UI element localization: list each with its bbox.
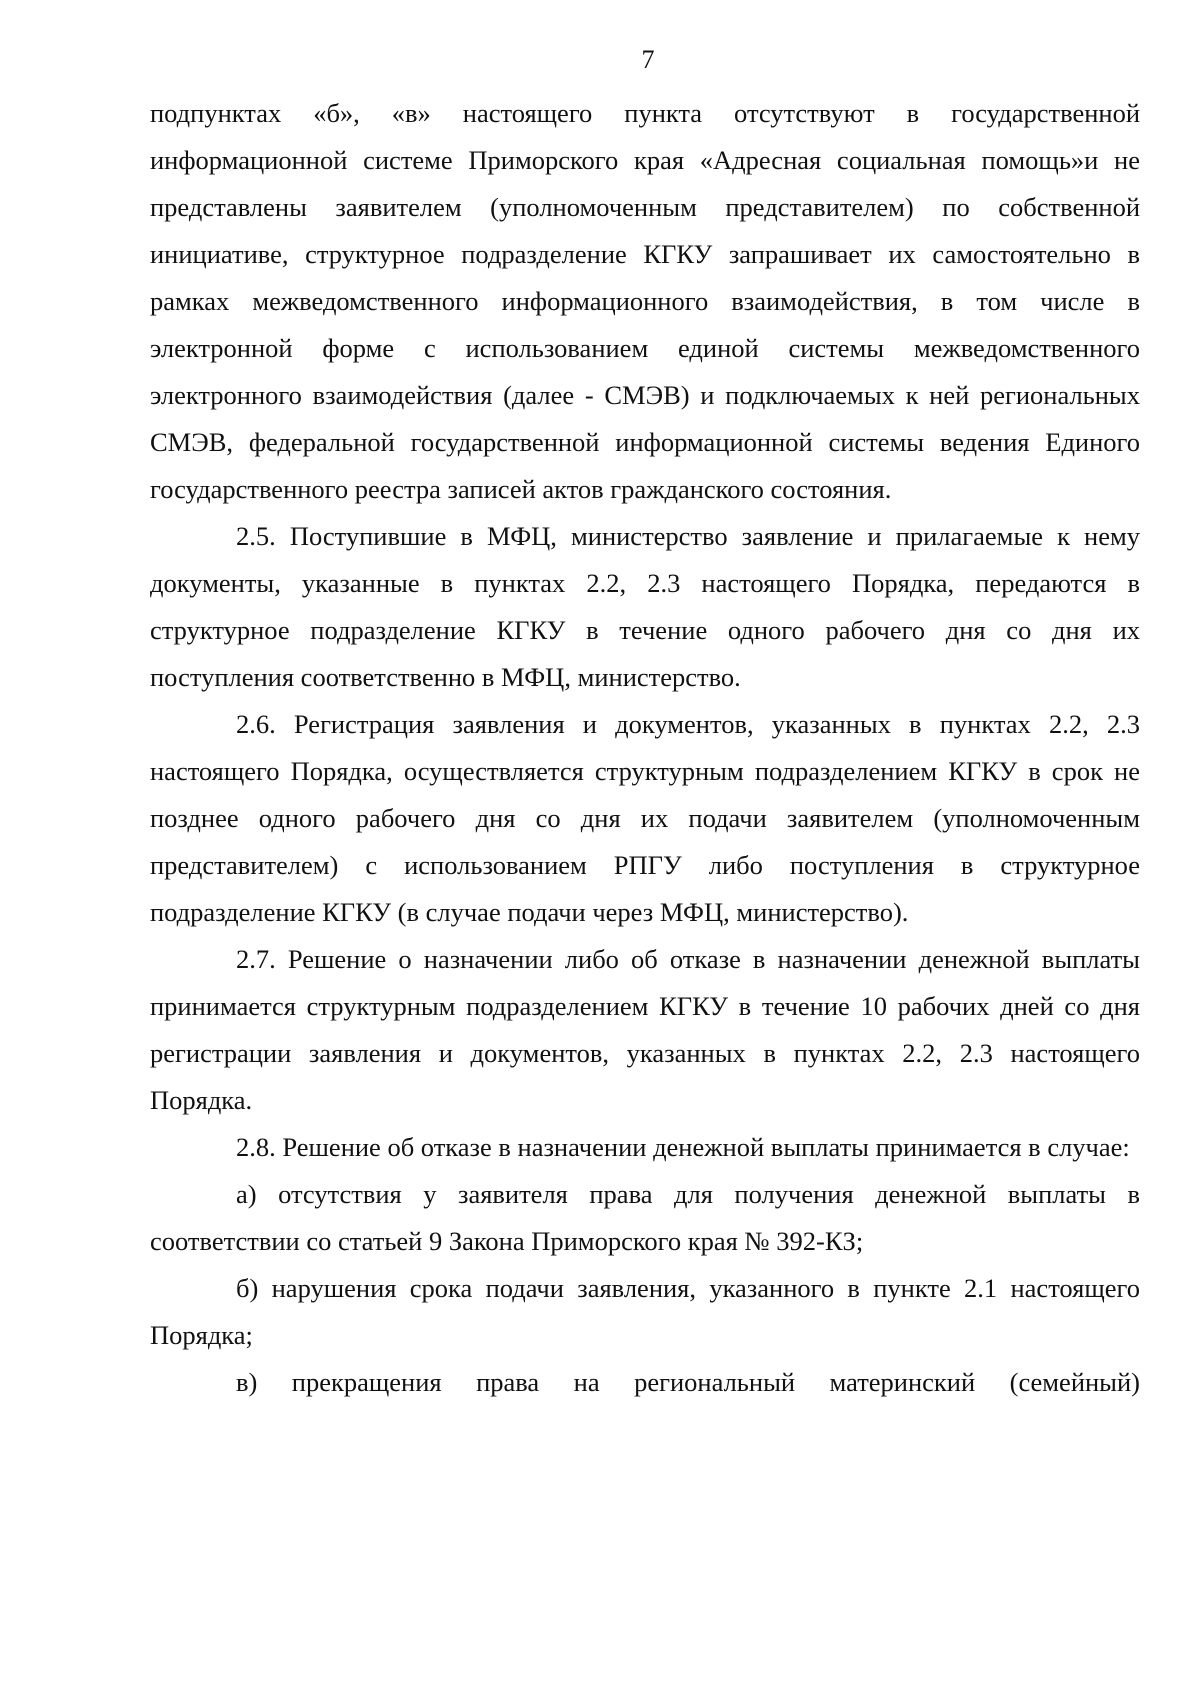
- paragraph-2-7: 2.7. Решение о назначении либо об отказе в назначении денежной выплаты принимается структурным подразделением КГКУ в течение 10 рабочих дней со дня регистрации заявления и документов, указанных в пунктах 2.2, 2.3 настоящего Порядка.: [150, 944, 1140, 1115]
- document-page: [150, 40, 1140, 1406]
- page-number: 7: [641, 45, 655, 74]
- document-body: [150, 90, 1140, 1406]
- paragraph-2-8-v: в) прекращения права на региональный материнский (семейный): [236, 1367, 1140, 1397]
- paragraph-2-8: 2.8. Решение об отказе в назначении денежной выплаты принимается в случае:: [236, 1132, 1130, 1162]
- paragraph-2-6: 2.6. Регистрация заявления и документов, указанных в пунктах 2.2, 2.3 настоящего Порядка, осуществляется структурным подразделением КГКУ в срок не позднее одного рабочего дня со дня их подачи заявителем (уполномоченным представителем) с использованием РПГУ либо поступления в структурное подразделение КГКУ (в случае подачи через МФЦ, министерство).: [150, 709, 1140, 927]
- paragraph-2-8-b: б) нарушения срока подачи заявления, указанного в пункте 2.1 настоящего Порядка;: [150, 1273, 1140, 1350]
- paragraph-continuation: подпунктах «б», «в» настоящего пункта отсутствуют в государственной информационной системе Приморского края «Адресная социальная помощь»и не представлены заявителем (уполномоченным представителем) по собственной инициативе, структурное подразделение КГКУ запрашивает их самостоятельно в рамках межведомственного информационного взаимодействия, в том числе в электронной форме с использованием единой системы межведомственного электронного взаимодействия (далее - СМЭВ) и подключаемых к ней региональных СМЭВ, федеральной государственной информационной системы ведения Единого государственного реестра записей актов гражданского состояния.: [150, 98, 1140, 504]
- paragraph-2-5: 2.5. Поступившие в МФЦ, министерство заявление и прилагаемые к нему документы, указанные в пунктах 2.2, 2.3 настоящего Порядка, передаются в структурное подразделение КГКУ в течение одного рабочего дня со дня их поступления соответственно в МФЦ, министерство.: [150, 521, 1140, 692]
- paragraph-2-8-a: а) отсутствия у заявителя права для получения денежной выплаты в соответствии со статьей 9 Закона Приморского края № 392-КЗ;: [150, 1179, 1140, 1256]
